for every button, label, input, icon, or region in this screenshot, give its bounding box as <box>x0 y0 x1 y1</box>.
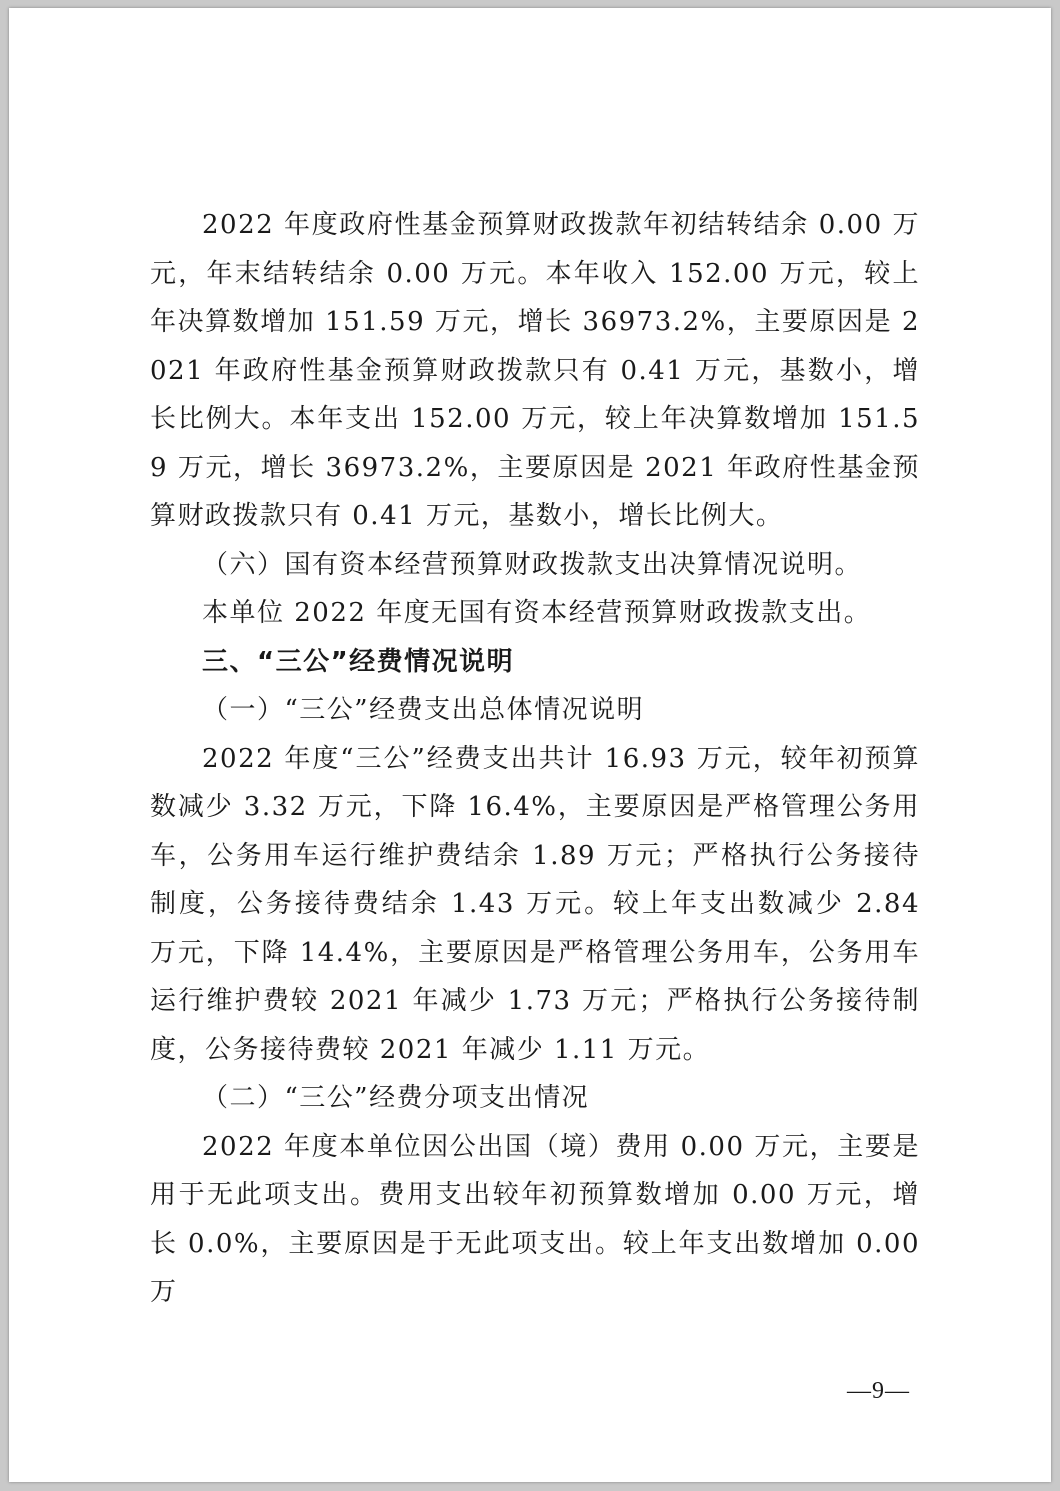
subheading-three-public-items: （二）“三公”经费分项支出情况 <box>202 1083 590 1113</box>
section-heading-three-public: 三、“三公”经费情况说明 <box>202 646 515 677</box>
document-page <box>9 8 1051 1482</box>
paragraph-three-public-overall: 2022 年度“三公”经费支出共计 16.93 万元，较年初预算数减少 3.32 万元，下降 16.4%，主要原因是严格管理公务用车，公务用车运行维护费结余 1.89 万元；严格执行公务接待制度，公务接待费结余 1.43 万元。较上年支出数减少 2.84 万元，下降 14.4%，主要原因是严格管理公务用车，公务用车运行维护费较 2021 年减少 1.73 万元；严格执行公务接待制度，公务接待费较 2021 年减少 1.11 万元。 <box>150 743 920 1065</box>
paragraph-overseas-expenses: 2022 年度本单位因公出国（境）费用 0.00 万元，主要是用于无此项支出。费用支出较年初预算数增加 0.00 万元，增长 0.0%，主要原因是于无此项支出。较上年支出数增加 0.00 万 <box>150 1131 920 1307</box>
page-content <box>150 201 920 1317</box>
paragraph-government-fund: 2022 年度政府性基金预算财政拨款年初结转结余 0.00 万元，年末结转结余 0.00 万元。本年收入 152.00 万元，较上年决算数增加 151.59 万元，增长 36973.2%，主要原因是 2021 年政府性基金预算财政拨款只有 0.41 万元，基数小，增长比例大。本年支出 152.00 万元，较上年决算数增加 151.59 万元，增长 36973.2%，主要原因是 2021 年政府性基金预算财政拨款只有 0.41 万元，基数小，增长比例大。 <box>150 210 920 531</box>
page-number: —9— <box>847 1378 910 1404</box>
subheading-state-capital: （六）国有资本经营预算财政拨款支出决算情况说明。 <box>202 549 863 580</box>
paragraph-state-capital: 本单位 2022 年度无国有资本经营预算财政拨款支出。 <box>202 598 872 628</box>
subheading-three-public-overall: （一）“三公”经费支出总体情况说明 <box>202 695 645 725</box>
